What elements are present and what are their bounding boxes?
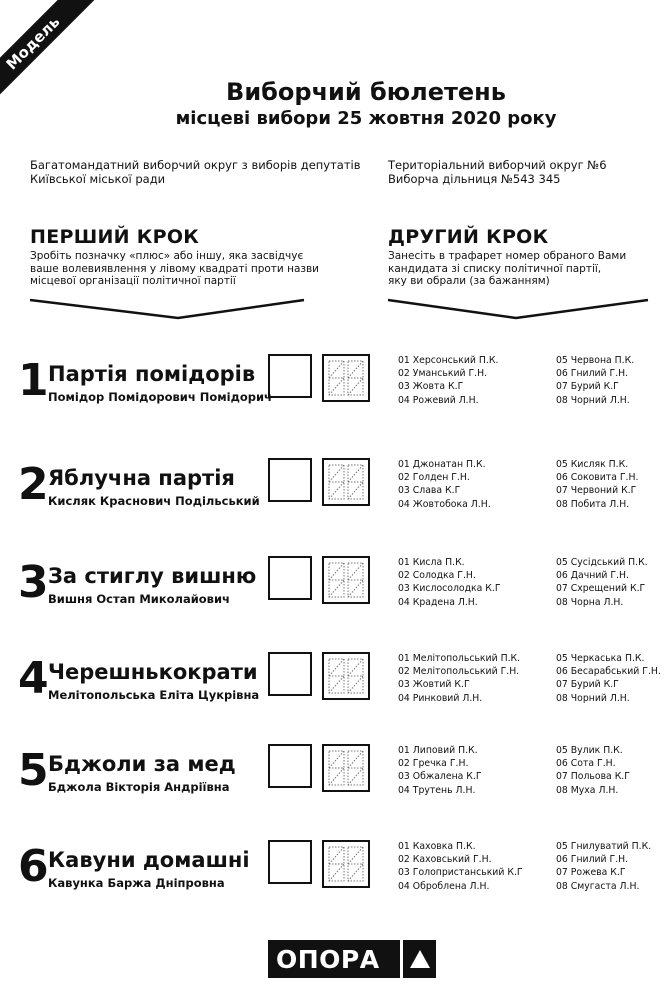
party-name: Черешнькократи (48, 660, 258, 684)
ballot-title (0, 78, 672, 129)
candidate-list-left (398, 744, 482, 797)
candidate-entry: 04 Жовтобока Л.Н. (398, 498, 491, 510)
candidate-entry: 05 Гнилуватий П.К. (556, 841, 652, 852)
ballot-title-sub: місцеві вибори 25 жовтня 2020 року (175, 108, 557, 129)
candidate-list-right (556, 840, 651, 893)
party-name: Кавуни домашні (48, 848, 250, 872)
candidate-entry: 03 Обжалена К.Г (398, 771, 482, 783)
party-leader: Вишня Остап Миколайович (48, 592, 230, 606)
party-leader: Мелітопольська Еліта Цукрівна (48, 688, 260, 702)
candidate-entry: 01 Липовий П.К. (398, 745, 478, 756)
candidate-entry: 02 Каховський Г.Н. (398, 854, 492, 866)
digit-stencil-icon (324, 558, 368, 602)
step-one-heading: ПЕРШИЙ КРОК (30, 226, 200, 248)
candidate-entry: 08 Муха Л.Н. (556, 784, 619, 796)
step-one-instruction: місцевої організації політичної партії (30, 275, 236, 287)
candidate-entry: 01 Мелітопольський П.К. (398, 653, 521, 664)
digit-stencil-icon (324, 654, 368, 698)
party-number: 5 (18, 745, 49, 796)
candidate-entry: 07 Червоний К.Г (556, 485, 637, 497)
party-row (0, 652, 672, 744)
candidate-entry: 02 Уманський Г.Н. (398, 368, 488, 380)
candidate-entry: 06 Сота Г.Н. (556, 758, 616, 770)
step-two-heading: ДРУГИЙ КРОК (388, 226, 549, 248)
candidate-list-left (398, 458, 491, 511)
party-leader: Кавунка Баржа Дніпровна (48, 876, 225, 890)
candidate-entry: 05 Сусідський П.К. (556, 557, 648, 568)
step-one-instruction: ваше волевиявлення у лівому квадраті проти назви (30, 262, 319, 275)
party-number: 2 (18, 459, 49, 510)
candidate-entry: 06 Соковита Г.Н. (556, 472, 639, 484)
candidate-entry: 03 Жовта К.Г (398, 381, 464, 393)
party-mark-box[interactable] (268, 744, 312, 788)
party-row (0, 840, 672, 932)
candidate-entry: 08 Побита Л.Н. (556, 498, 630, 510)
candidate-entry: 01 Кисла П.К. (398, 557, 465, 568)
party-row (0, 744, 672, 836)
party-name: Партія помідорів (48, 362, 256, 386)
step-one (30, 226, 330, 288)
party-row (0, 458, 672, 550)
opora-logo (268, 940, 436, 978)
candidate-entry: 03 Кислосолодка К.Г (398, 583, 501, 595)
candidate-entry: 08 Чорна Л.Н. (556, 596, 624, 608)
candidate-entry: 08 Чорний Л.Н. (556, 394, 630, 406)
step-two (388, 226, 658, 288)
candidate-entry: 02 Мелітопольський Г.Н. (398, 666, 520, 678)
candidate-entry: 07 Польова К.Г (556, 771, 630, 783)
step-two-instruction: кандидата зі списку політичної партії, (388, 262, 602, 275)
candidate-entry: 05 Кисляк П.К. (556, 459, 629, 470)
party-name: Яблучна партія (48, 466, 235, 490)
digit-stencil-icon (324, 356, 368, 400)
party-mark-box[interactable] (268, 556, 312, 600)
candidate-list-left (398, 556, 501, 609)
candidate-entry: 03 Голопристанський К.Г (398, 867, 523, 879)
candidate-entry: 01 Каховка П.К. (398, 841, 476, 852)
digit-stencil-icon (324, 746, 368, 790)
party-number: 6 (18, 841, 49, 892)
candidate-number-stencil[interactable] (322, 652, 370, 700)
candidate-entry: 01 Херсонський П.К. (398, 355, 499, 366)
candidate-entry: 07 Бурий К.Г (556, 679, 619, 691)
candidate-list-right (556, 556, 648, 609)
candidate-list-right (556, 652, 661, 705)
party-leader: Помідор Помідорович Помідорич (48, 390, 272, 404)
party-mark-box[interactable] (268, 840, 312, 884)
candidate-number-stencil[interactable] (322, 840, 370, 888)
candidate-list-left (398, 840, 523, 893)
district-left-line: Київської міської ради (30, 172, 166, 186)
candidate-entry: 04 Ринковий Л.Н. (398, 692, 483, 704)
candidate-list-right (556, 744, 630, 797)
candidate-number-stencil[interactable] (322, 354, 370, 402)
party-name: Бджоли за мед (48, 752, 236, 776)
party-number: 1 (18, 355, 49, 406)
step-two-instruction: яку ви обрали (за бажанням) (388, 275, 550, 287)
candidate-number-stencil[interactable] (322, 744, 370, 792)
party-mark-box[interactable] (268, 652, 312, 696)
candidate-entry: 07 Бурий К.Г (556, 381, 619, 393)
candidate-entry: 02 Солодка Г.Н. (398, 570, 476, 582)
candidate-entry: 04 Крадена Л.Н. (398, 596, 478, 608)
candidate-entry: 03 Жовтий К.Г (398, 679, 470, 691)
triangle-icon (403, 949, 436, 969)
party-mark-box[interactable] (268, 458, 312, 502)
candidate-entry: 01 Джонатан П.К. (398, 459, 486, 470)
candidate-entry: 02 Гречка Г.Н. (398, 758, 469, 770)
party-row (0, 556, 672, 648)
candidate-entry: 07 Схрещений К.Г (556, 583, 646, 595)
candidate-entry: 06 Гнилий Г.Н. (556, 368, 629, 380)
model-ribbon: Модель (0, 0, 95, 105)
step-two-chevron (388, 296, 650, 322)
candidate-entry: 06 Бесарабський Г.Н. (556, 666, 661, 678)
candidate-entry: 08 Чорний Л.Н. (556, 692, 630, 704)
candidate-list-left (398, 652, 520, 705)
party-number: 3 (18, 557, 49, 608)
party-name: За стиглу вишню (48, 564, 257, 588)
candidate-entry: 02 Голден Г.Н. (398, 472, 470, 484)
candidate-list-right (556, 458, 638, 511)
district-left (30, 158, 370, 186)
step-one-instruction: Зробіть позначку «плюс» або іншу, яка засвідчує (30, 250, 304, 262)
party-leader: Кисляк Краснович Подільський (48, 494, 260, 508)
district-right-line: Виборча дільниця №543 345 (388, 172, 561, 186)
ballot-title-main: Виборчий бюлетень (226, 78, 506, 106)
candidate-entry: 05 Вулик П.К. (556, 745, 623, 756)
party-number: 4 (18, 653, 49, 704)
step-one-chevron (30, 296, 306, 322)
candidate-entry: 05 Черкаська П.К. (556, 653, 645, 664)
candidate-list-right (556, 354, 634, 407)
party-leader: Бджола Вікторія Андріївна (48, 780, 230, 794)
candidate-entry: 04 Рожевий Л.Н. (398, 394, 479, 406)
candidate-number-stencil[interactable] (322, 556, 370, 604)
candidate-entry: 08 Смугаста Л.Н. (556, 880, 640, 892)
candidate-list-left (398, 354, 498, 407)
digit-stencil-icon (324, 460, 368, 504)
party-row (0, 354, 672, 446)
candidate-entry: 06 Гнилий Г.Н. (556, 854, 629, 866)
candidate-entry: 07 Рожева К.Г (556, 867, 626, 879)
party-mark-box[interactable] (268, 354, 312, 398)
candidate-entry: 05 Червона П.К. (556, 355, 635, 366)
candidate-entry: 04 Оброблена Л.Н. (398, 880, 490, 892)
candidate-entry: 06 Дачний Г.Н. (556, 570, 629, 582)
district-right (388, 158, 658, 186)
candidate-number-stencil[interactable] (322, 458, 370, 506)
candidate-entry: 04 Трутень Л.Н. (398, 784, 476, 796)
digit-stencil-icon (324, 842, 368, 886)
district-left-line: Багатомандатний виборчий округ з виборів депутатів (30, 158, 361, 172)
step-two-instruction: Занесіть в трафарет номер обраного Вами (388, 250, 627, 262)
district-right-line: Територіальний виборчий округ №6 (388, 158, 607, 172)
opora-logo-text: ОПОРА (276, 944, 380, 974)
candidate-entry: 03 Слава К.Г (398, 485, 461, 497)
